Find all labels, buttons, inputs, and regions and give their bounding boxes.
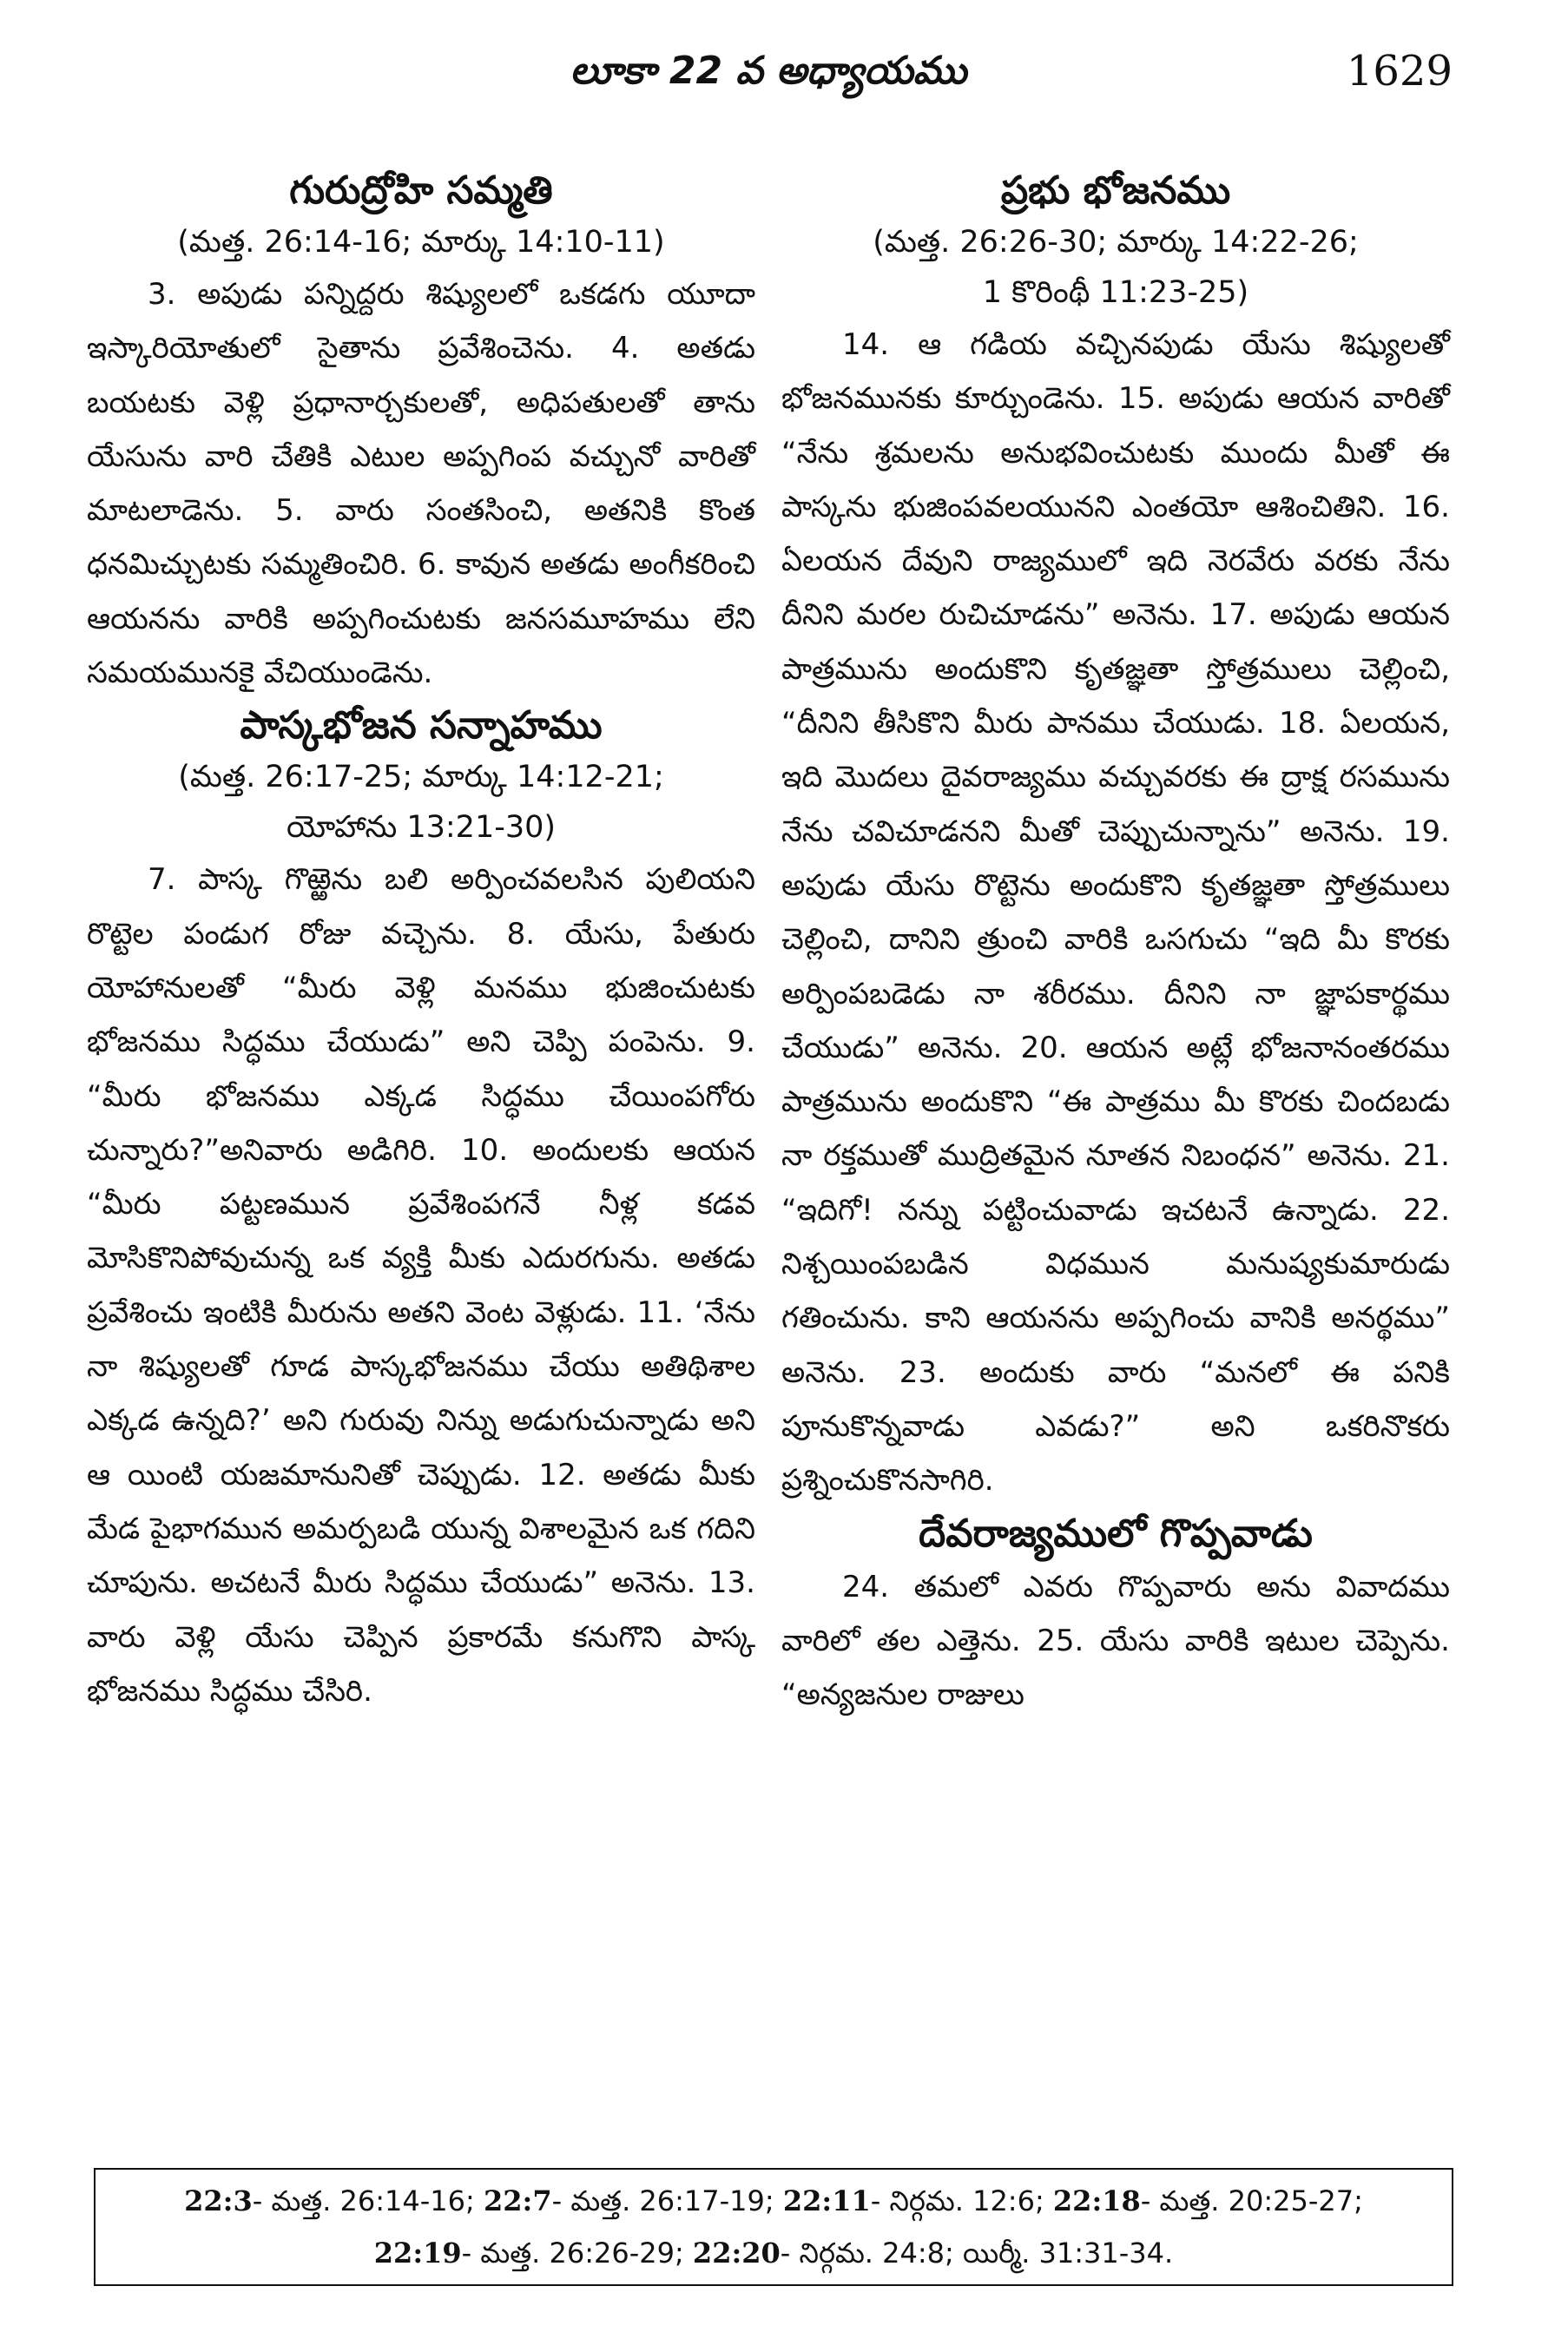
section-reference: యోహాను 13:21-30): [286, 810, 557, 846]
cross-reference-key: 22:7: [483, 2184, 552, 2217]
page-header: [82, 43, 1454, 104]
section-body-text: 24. తమలో ఎవరు గొప్పవారు అను వివాదము వారిలో తల ఎత్తెను. 25. యేసు వారికి ఇటుల చెప్పెను. “అన్యజనుల రాజులు: [781, 1569, 1450, 1713]
section-reference: (మత్త. 26:26-30; మార్కు 14:22-26;: [873, 225, 1359, 260]
section-heading-greatest-in-kingdom: దేవరాజ్యములో గొప్పవాడు: [919, 1511, 1313, 1556]
cross-reference-key: 22:20: [692, 2237, 781, 2270]
cross-reference-key: 22:3: [184, 2184, 253, 2217]
section-reference: (మత్త. 26:17-25; మార్కు 14:12-21;: [178, 760, 664, 795]
cross-reference-text: - మత్త. 26:17-19;: [551, 2184, 783, 2217]
cross-reference-line: [96, 2175, 1452, 2227]
section-heading-passover-preparation: పాస్కభోజన సన్నాహము: [240, 703, 603, 748]
cross-reference-text: - మత్త. 26:26-29;: [461, 2237, 693, 2270]
section-heading-betrayal: గురుద్రోహి సమ్మతి: [289, 168, 553, 213]
cross-reference-text: - మత్త. 26:14-16;: [252, 2184, 484, 2217]
left-column: [87, 165, 755, 1718]
section-reference: (మత్త. 26:14-16; మార్కు 14:10-11): [177, 225, 665, 260]
section-body-text: 14. ఆ గడియ వచ్చినపుడు యేసు శిష్యులతో భోజనమునకు కూర్చుండెను. 15. అపుడు ఆయన వారితో “నేను శ్రమలను అనుభవించుటకు ముందు మీతో ఈ పాస్కను భుజింపవలయునని ఎంతయో ఆశించితిని. 16. ఏలయన దేవుని రాజ్యములో ఇది నెరవేరు వరకు నేను దీనిని మరల రుచిచూడను” అనెను. 17. అపుడు ఆయన పాత్రమును అందుకొని కృతజ్ఞతా స్తోత్రములు చెల్లించి, “దీనిని తీసికొని మీరు పానము చేయుడు. 18. ఏలయన, ఇది మొదలు దైవరాజ్యము వచ్చువరకు ఈ ద్రాక్ష రసమును నేను చవిచూడనని మీతో చెప్పుచున్నాను” అనెను. 19. అపుడు యేసు రొట్టెను అందుకొని కృతజ్ఞతా స్తోత్రములు చెల్లించి, దానిని త్రుంచి వారికి ఒసగుచు “ఇది మీ కొరకు అర్పింపబడెడు నా శరీరము. దీనిని నా జ్ఞాపకార్థము చేయుడు” అనెను. 20. ఆయన అట్లే భోజనానంతరము పాత్రమును అందుకొని “ఈ పాత్రము మీ కొరకు చిందబడు నా రక్తముతో ముద్రితమైన నూతన నిబంధన” అనెను. 21. “ఇదిగో! నన్ను పట్టించువాడు ఇచటనే ఉన్నాడు. 22. నిశ్చయింపబడిన విధమున మనుష్యకుమారుడు గతించును. కాని ఆయనను అప్పగించు వానికి అనర్థము” అనెను. 23. అందుకు వారు “మనలో ఈ పనికి పూనుకొన్నవాడు ఎవడు?” అని ఒకరినొకరు ప్రశ్నించుకొనసాగిరి.: [781, 327, 1450, 1499]
section-body-text: 3. అపుడు పన్నిద్దరు శిష్యులలో ఒకడగు యూదా ఇస్కారియోతులో సైతాను ప్రవేశించెను. 4. అతడు బయటకు వెళ్లి ప్రధానార్చకులతో, అధిపతులతో తాను యేసును వారి చేతికి ఎటుల అప్పగింప వచ్చునో వారితో మాటలాడెను. 5. వారు సంతసించి, అతనికి కొంత ధనమిచ్చుటకు సమ్మతించిరి. 6. కావున అతడు అంగీకరించి ఆయనను వారికి అప్పగించుటకు జనసమూహము లేని సమయమునకై వేచియుండెను.: [87, 277, 755, 691]
running-title: లూకా 22 వ అధ్యాయము: [570, 49, 967, 93]
cross-reference-key: 22:11: [782, 2184, 871, 2217]
page-number: 1629: [1346, 47, 1453, 96]
section-body-text: 7. పాస్క గొఱ్ఱెను బలి అర్పించవలసిన పులియని రొట్టెల పండుగ రోజు వచ్చెను. 8. యేసు, పేతురు యోహానులతో “మీరు వెళ్లి మనము భుజించుటకు భోజనము సిద్ధము చేయుడు” అని చెప్పి పంపెను. 9. “మీరు భోజనము ఎక్కడ సిద్ధము చేయింపగోరు చున్నారు?”అనివారు అడిగిరి. 10. అందులకు ఆయన “మీరు పట్టణమున ప్రవేశింపగనే నీళ్ల కడవ మోసికొనిపోవుచున్న ఒక వ్యక్తి మీకు ఎదురగును. అతడు ప్రవేశించు ఇంటికి మీరును అతని వెంట వెళ్లుడు. 11. ‘నేను నా శిష్యులతో గూడ పాస్కభోజనము చేయు అతిథిశాల ఎక్కడ ఉన్నది?’ అని గురువు నిన్ను అడుగుచున్నాడు అని ఆ యింటి యజమానునితో చెప్పుడు. 12. అతడు మీకు మేడ పైభాగమున అమర్పబడి యున్న విశాలమైన ఒక గదిని చూపును. అచటనే మీరు సిద్ధము చేయుడు” అనెను. 13. వారు వెళ్లి యేసు చెప్పిన ప్రకారమే కనుగొని పాస్క భోజనము సిద్ధము చేసిరి.: [87, 862, 755, 1709]
section-reference: 1 కొరింథీ 11:23-25): [982, 275, 1249, 310]
cross-reference-key: 22:18: [1052, 2184, 1141, 2217]
cross-reference-line: [96, 2227, 1452, 2279]
cross-reference-box: [94, 2168, 1453, 2286]
right-column: [781, 165, 1450, 1722]
cross-reference-key: 22:19: [373, 2237, 462, 2270]
section-heading-lords-supper: ప్రభు భోజనము: [1000, 168, 1231, 213]
cross-reference-text: - నిర్గమ. 12:6;: [870, 2184, 1053, 2217]
cross-reference-text: - మత్త. 20:25-27;: [1140, 2184, 1363, 2217]
cross-reference-text: - నిర్గమ. 24:8; యిర్మీ. 31:31-34.: [780, 2237, 1174, 2270]
